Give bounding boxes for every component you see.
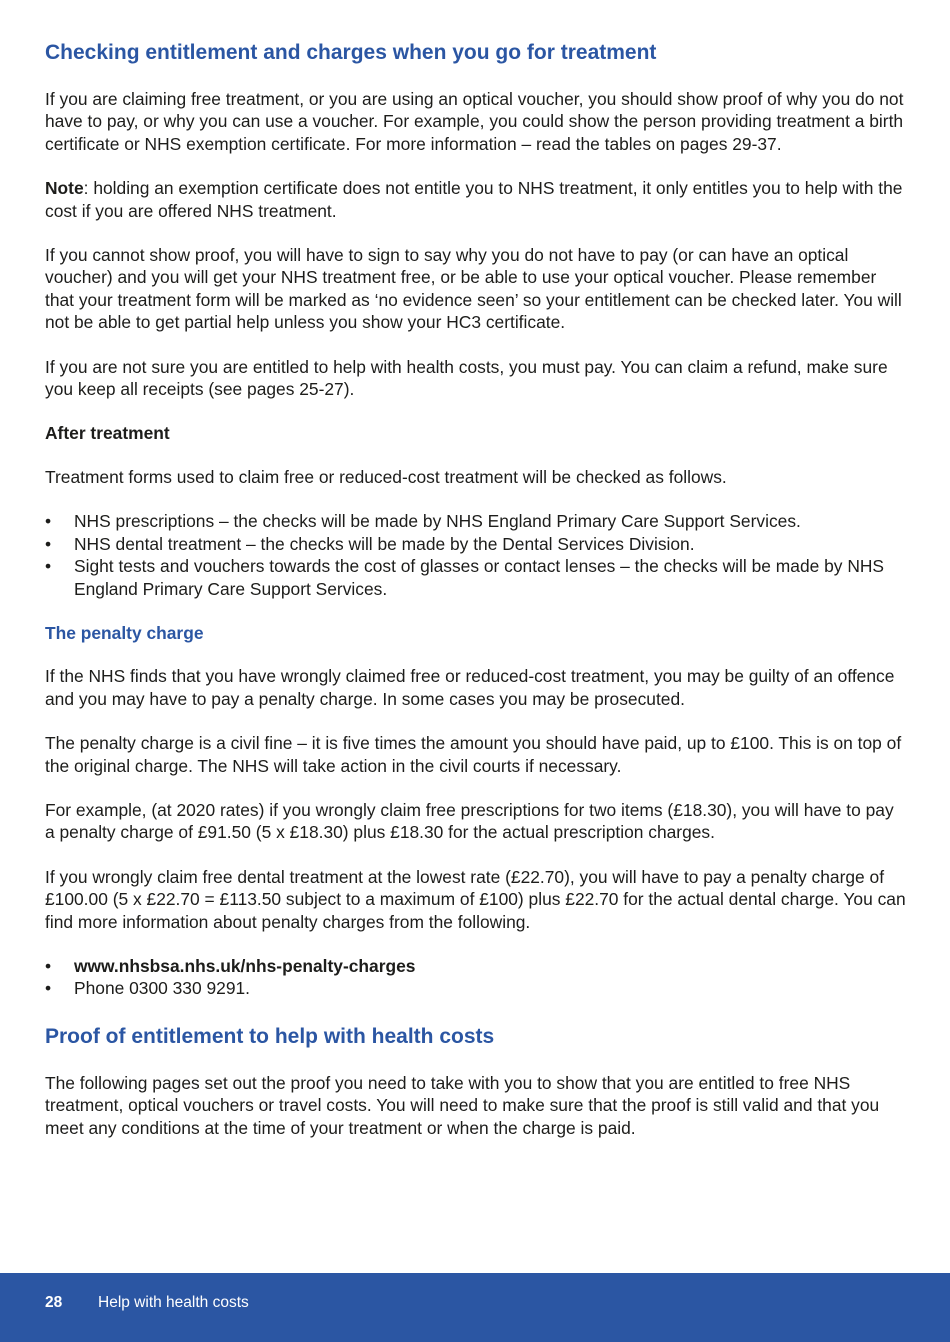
- checks-list: [45, 510, 907, 600]
- paragraph-not-sure: If you are not sure you are entitled to help with health costs, you must pay. You can claim a refund, make sure you keep all receipts (see pages 25-27).: [45, 356, 888, 400]
- paragraph-prescription-example: For example, (at 2020 rates) if you wrongly claim free prescriptions for two items (£18.30), you will have to pay a penalty charge of £91.50 (5 x £18.30) plus £18.30 for the actual prescription charges.: [45, 799, 894, 843]
- list-item: • Sight tests and vouchers towards the cost of glasses or contact lenses – the checks will be made by NHS England Primary Care Support Services.: [45, 556, 885, 599]
- page-number: 28: [45, 1294, 63, 1311]
- footer-title: Help with health costs: [98, 1294, 249, 1311]
- page-content: [45, 38, 907, 1161]
- paragraph-forms-checked: Treatment forms used to claim free or reduced-cost treatment will be checked as follows.: [45, 466, 727, 487]
- penalty-charges-link[interactable]: www.nhsbsa.nhs.uk/nhs-penalty-charges: [74, 955, 416, 976]
- paragraph-proof: If you are claiming free treatment, or you are using an optical voucher, you should show proof of why you do not have to pay, or why you can use a voucher. For example, you could show the person providing treatment a birth certificate or NHS exemption certificate. For more information – read the tables on pages 29-37.: [45, 89, 904, 154]
- paragraph-dental-example: If you wrongly claim free dental treatment at the lowest rate (£22.70), you will have to pay a penalty charge of £100.00 (5 x £22.70 = £113.50 subject to a maximum of £100) plus £22.70 for the actual dental charge. You can find more information about penalty charges from the following.: [45, 866, 906, 932]
- paragraph-following-pages: The following pages set out the proof you need to take with you to show that you are entitled to free NHS treatment, optical vouchers or travel costs. You will need to make sure that the proof is still valid and that you meet any conditions at the time of your treatment or when the charge is paid.: [45, 1072, 880, 1138]
- subheading-after-treatment: After treatment: [45, 423, 170, 444]
- paragraph-civil-fine: The penalty charge is a civil fine – it is five times the amount you should have paid, up to £100. This is on top of the original charge. The NHS will take action in the civil courts if necessary.: [45, 733, 902, 776]
- list-item: • NHS prescriptions – the checks will be made by NHS England Primary Care Support Services.: [45, 511, 801, 532]
- list-item: • www.nhsbsa.nhs.uk/nhs-penalty-charges: [45, 955, 416, 976]
- phone-number: Phone 0300 330 9291.: [74, 978, 251, 999]
- section-heading-checking-entitlement: Checking entitlement and charges when you go for treatment: [45, 41, 657, 64]
- paragraph-note: [45, 177, 907, 222]
- note-text: : holding an exemption certificate does not entitle you to NHS treatment, it only entitles you to help with the cost if you are offered NHS treatment.: [45, 178, 903, 221]
- list-item: • NHS dental treatment – the checks will be made by the Dental Services Division.: [45, 533, 695, 554]
- note-label: Note: [45, 178, 84, 199]
- paragraph-penalty-intro: If the NHS finds that you have wrongly claimed free or reduced-cost treatment, you may be guilty of an offence and you may have to pay a penalty charge. In some cases you may be prosecuted.: [45, 666, 895, 709]
- list-item: • Phone 0300 330 9291.: [45, 978, 251, 999]
- paragraph-no-proof: If you cannot show proof, you will have to sign to say why you do not have to pay (or can have an optical voucher) and you will get your NHS treatment free, or be able to use your optical voucher. Please remember that your treatment form will be marked as ‘no evidence seen’ so your entitlement can be checked later. You will not be able to get partial help unless you show your HC3 certificate.: [45, 245, 902, 333]
- penalty-info-list: [45, 955, 907, 1000]
- page-footer: [0, 1273, 950, 1342]
- subheading-penalty-charge: The penalty charge: [45, 622, 204, 643]
- section-heading-proof-of-entitlement: Proof of entitlement to help with health costs: [45, 1024, 495, 1048]
